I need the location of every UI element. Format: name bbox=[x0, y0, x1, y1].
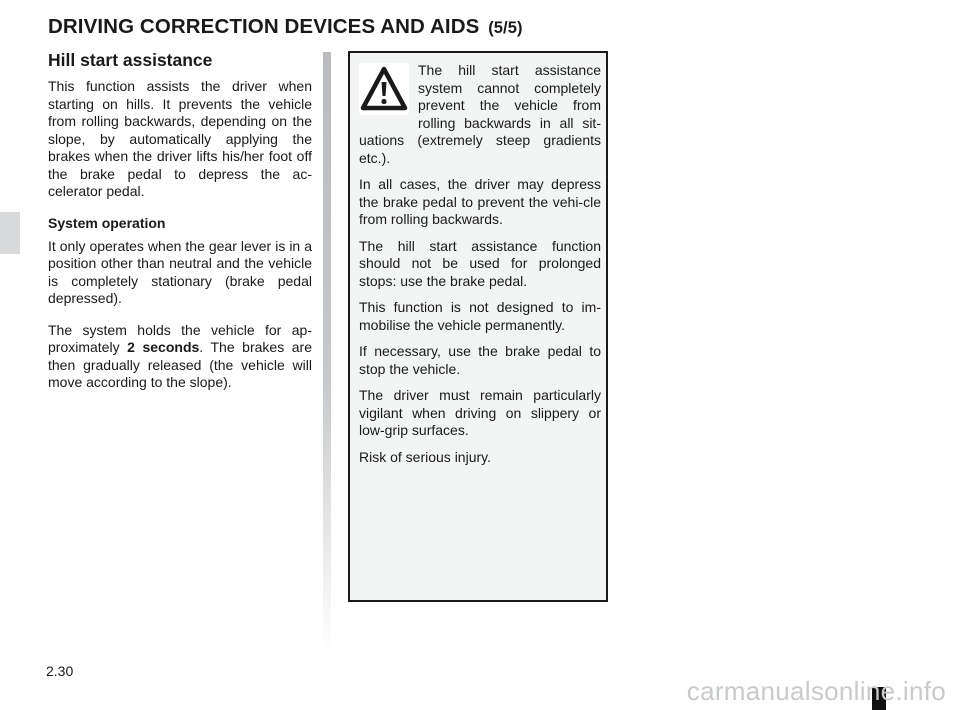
page-title bbox=[48, 15, 523, 39]
hold-text-suffix: . The brakes are then gradually released (the vehicle will move according to the slope). bbox=[48, 339, 312, 390]
warning-paragraph: This function is not designed to im-mobilise the vehicle permanently. bbox=[359, 299, 601, 333]
hold-text-prefix: The system holds the vehicle for ap-proximately bbox=[48, 321, 312, 355]
warning-paragraph: In all cases, the driver may depress the brake pedal to prevent the vehi-cle from rolling backwards. bbox=[359, 176, 601, 227]
page-title-part: (5/5) bbox=[488, 19, 523, 37]
hold-duration: 2 seconds bbox=[127, 339, 200, 355]
intro-paragraph: This function assists the driver when starting on hills. It prevents the vehicle from rolling backwards, depending on the slope, by automatically applying the brakes when the driver lifts his/her foot off the brake pedal to depress the ac-celerator pedal. bbox=[48, 78, 312, 199]
warning-paragraph: The hill start assistance system cannot completely prevent the vehicle from rolling backwards in all sit-uations (extremely steep gradients etc.). bbox=[359, 62, 601, 166]
subsection-heading: System operation bbox=[48, 214, 166, 231]
page-number: 2.30 bbox=[46, 663, 74, 679]
column-divider bbox=[323, 52, 331, 652]
watermark[interactable]: carmanualsonline.info bbox=[686, 676, 946, 706]
hold-paragraph bbox=[48, 322, 312, 392]
page-title-text: DRIVING CORRECTION DEVICES AND AIDS bbox=[48, 15, 480, 38]
section-heading: Hill start assistance bbox=[48, 50, 213, 70]
warning-paragraph: The driver must remain particularly vigilant when driving on slippery or low-grip surfaces. bbox=[359, 387, 601, 438]
operation-paragraph: It only operates when the gear lever is in a position other than neutral and the vehicle is completely stationary (brake pedal depressed). bbox=[48, 237, 312, 306]
warning-paragraph: The hill start assistance function should not be used for prolonged stops: use the brake pedal. bbox=[359, 237, 601, 289]
warning-paragraph: Risk of serious injury. bbox=[359, 448, 492, 465]
warning-box bbox=[348, 51, 608, 602]
left-column bbox=[48, 50, 312, 406]
warning-paragraph: If necessary, use the brake pedal to stop the vehicle. bbox=[359, 343, 601, 377]
warning-triangle-icon bbox=[359, 63, 409, 115]
chapter-side-tab bbox=[0, 212, 20, 254]
warning-content bbox=[359, 62, 601, 475]
